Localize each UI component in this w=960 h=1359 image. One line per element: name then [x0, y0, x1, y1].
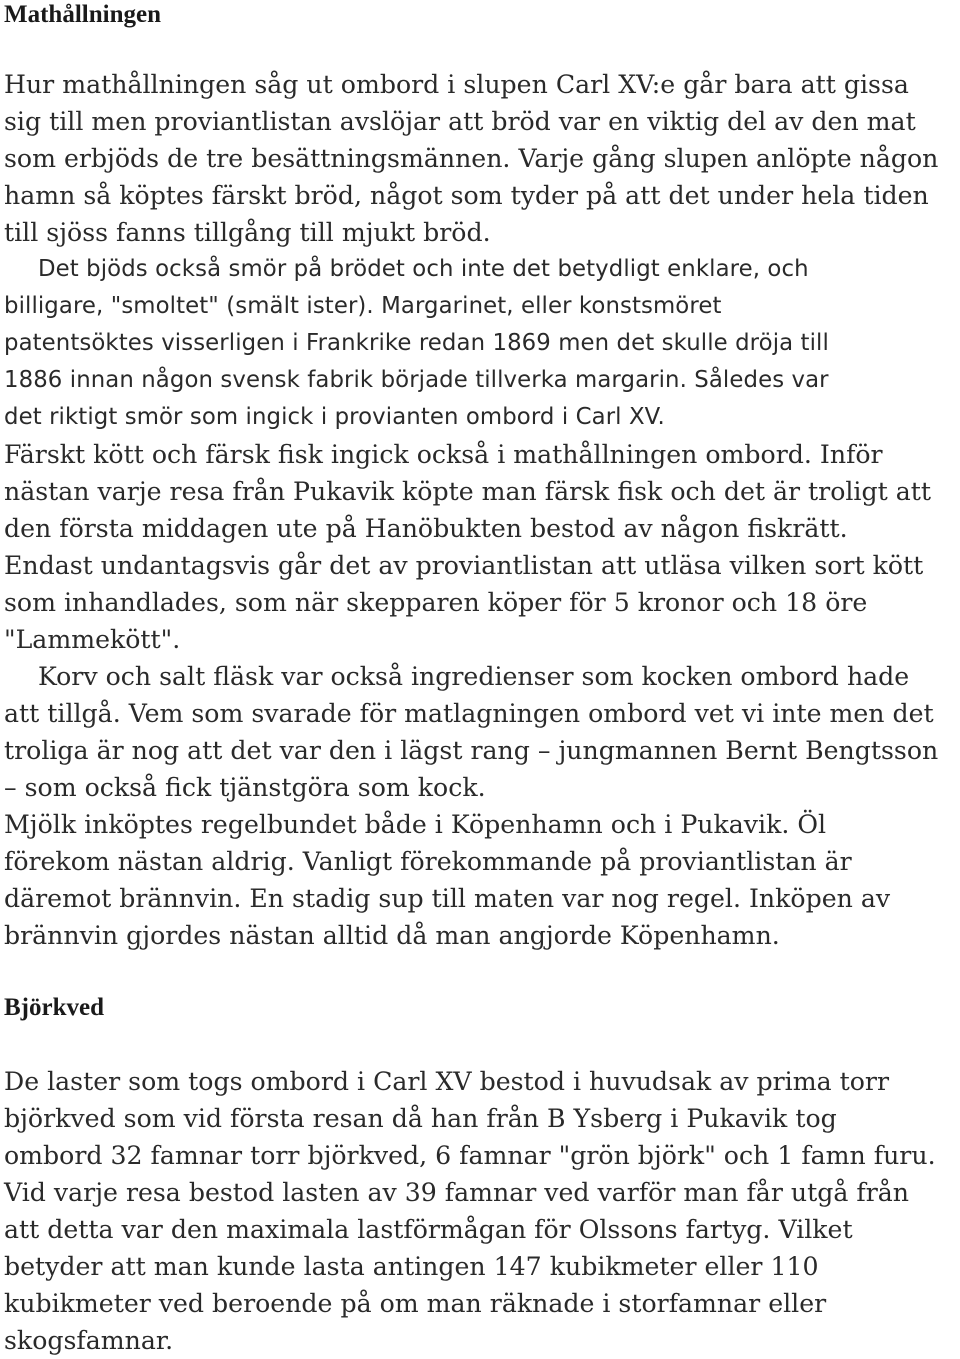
text-line: hamn så köptes färskt bröd, något som tyder på att det under hela tiden [4, 181, 929, 210]
text-line: Mjölk inköptes regelbundet både i Köpenhamn och i Pukavik. Öl [4, 810, 827, 839]
section-body-bjorkved [4, 1063, 950, 1359]
text-line: Vid varje resa bestod lasten av 39 famnar ved varför man får utgå från [4, 1178, 909, 1207]
text-line: den första middagen ute på Hanöbukten bestod av någon fiskrätt. [4, 514, 848, 543]
text-line: björkved som vid första resan då han från B Ysberg i Pukavik tog [4, 1104, 837, 1133]
text-line: det riktigt smör som ingick i provianten ombord i Carl XV. [4, 404, 665, 430]
text-line: som inhandlades, som när skepparen köper för 5 kronor och 18 öre [4, 588, 868, 617]
text-line: skogsfamnar. [4, 1326, 174, 1355]
text-line: De laster som togs ombord i Carl XV bestod i huvudsak av prima torr [4, 1067, 889, 1096]
section-heading-mathallningen: Mathållningen [4, 1, 161, 28]
text-line: patentsöktes visserligen i Frankrike redan 1869 men det skulle dröja till [4, 330, 829, 356]
text-line: som erbjöds de tre besättningsmännen. Varje gång slupen anlöpte någon [4, 144, 939, 173]
text-line: till sjöss fanns tillgång till mjukt bröd. [4, 218, 491, 247]
text-line: Hur mathållningen såg ut ombord i slupen Carl XV:e går bara att gissa [4, 70, 909, 99]
text-line: 1886 innan någon svensk fabrik började tillverka margarin. Således var [4, 367, 829, 393]
text-line: att detta var den maximala lastförmågan för Olssons fartyg. Vilket [4, 1215, 853, 1244]
text-line: – som också fick tjänstgöra som kock. [4, 773, 486, 802]
section-heading-bjorkved: Björkved [4, 994, 104, 1021]
text-line: sig till men proviantlistan avslöjar att bröd var en viktig del av den mat [4, 107, 916, 136]
text-line: Det bjöds också smör på brödet och inte det betydligt enklare, och [38, 256, 809, 282]
text-line: "Lammekött". [4, 625, 181, 654]
text-line: däremot brännvin. En stadig sup till maten var nog regel. Inköpen av [4, 884, 891, 913]
text-line: Endast undantagsvis går det av proviantlistan att utläsa vilken sort kött [4, 551, 924, 580]
text-line: betyder att man kunde lasta antingen 147 kubikmeter eller 110 [4, 1252, 819, 1281]
text-line: Korv och salt fläsk var också ingredienser som kocken ombord hade [38, 662, 910, 691]
text-line: troliga är nog att det var den i lägst rang – jungmannen Bernt Bengtsson [4, 736, 939, 765]
text-line: nästan varje resa från Pukavik köpte man färsk fisk och det är troligt att [4, 477, 931, 506]
text-line: Färskt kött och färsk fisk ingick också i mathållningen ombord. Inför [4, 440, 883, 469]
text-line: förekom nästan aldrig. Vanligt förekommande på proviantlistan är [4, 847, 852, 876]
text-line: brännvin gjordes nästan alltid då man angjorde Köpenhamn. [4, 921, 780, 950]
text-line: att tillgå. Vem som svarade för matlagningen ombord vet vi inte men det [4, 699, 934, 728]
section-body-mathallningen [4, 66, 950, 954]
text-line: billigare, "smoltet" (smält ister). Margarinet, eller konstsmöret [4, 293, 722, 319]
text-line: kubikmeter ved beroende på om man räknade i storfamnar eller [4, 1289, 827, 1318]
text-line: ombord 32 famnar torr björkved, 6 famnar "grön björk" och 1 famn furu. [4, 1141, 936, 1170]
